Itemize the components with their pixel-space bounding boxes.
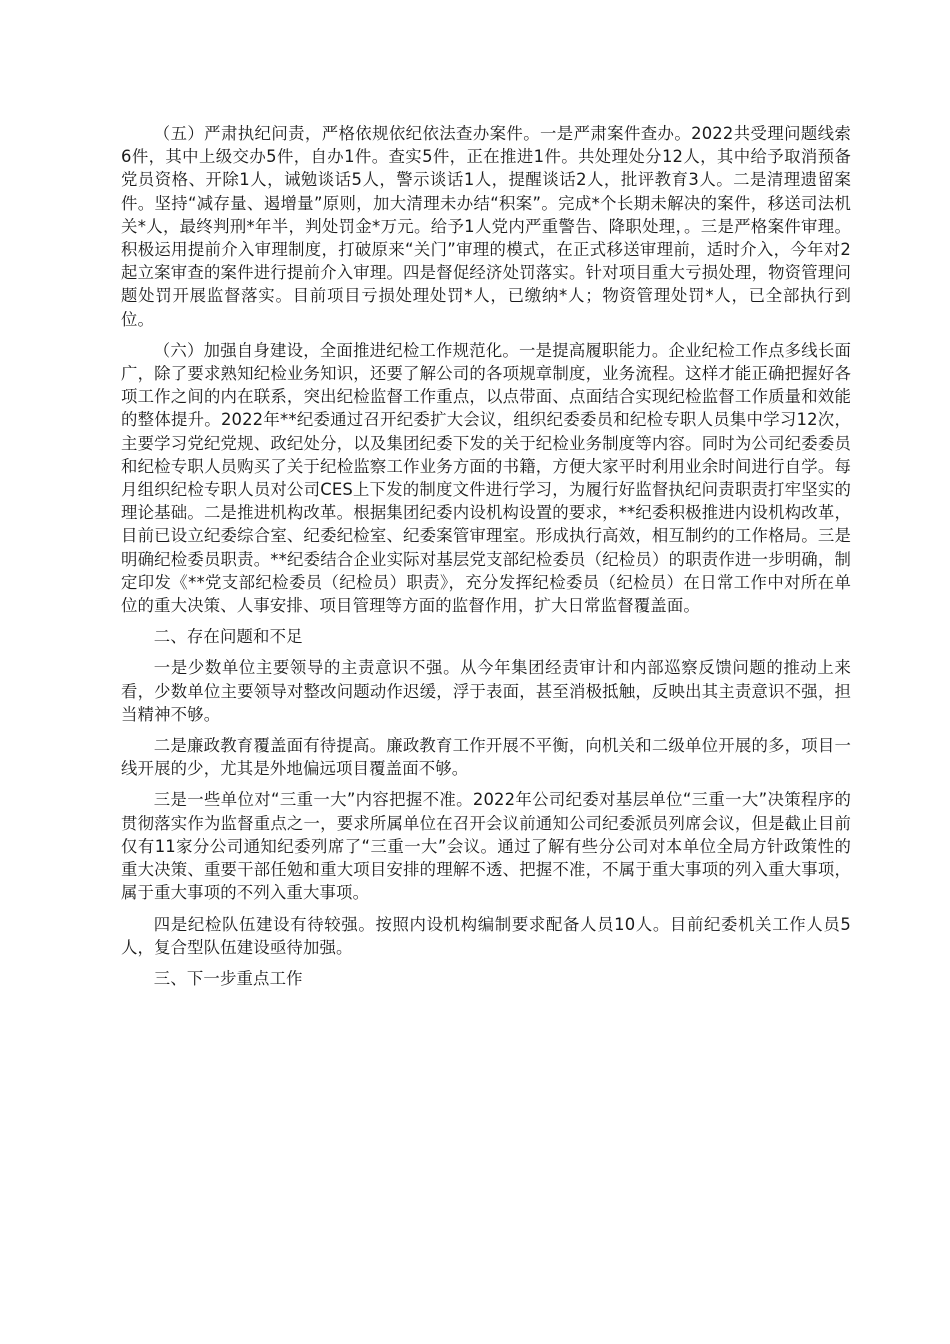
- paragraph-problem-four: 四是纪检队伍建设有待较强。按照内设机构编制要求配备人员10人。目前纪委机关工作人员5人，复合型队伍建设亟待加强。: [121, 914, 851, 957]
- paragraph-problem-two: 二是廉政教育覆盖面有待提高。廉政教育工作开展不平衡，向机关和二级单位开展的多，项目一线开展的少，尤其是外地偏远项目覆盖面不够。: [121, 736, 851, 779]
- paragraph-problem-three: 三是一些单位对“三重一大”内容把握不准。2022年公司纪委对基层单位“三重一大”决策程序的贯彻落实作为监督重点之一，要求所属单位在召开会议前通知公司纪委派员列席会议，但是截止目前仅有11家分公司通知纪委列席了“三重一大”会议。通过了解有些分公司对本单位全局方针政策性的重大决策、重要干部任勉和重大项目安排的理解不透、把握不准，不属于重大事项的列入重大事项，属于重大事项的不列入重大事项。: [121, 790, 851, 903]
- paragraph-discipline-enforcement: （五）严肃执纪问责，严格依规依纪依法查办案件。一是严肃案件查办。2022共受理问题线索6件，其中上级交办5件，自办1件。查实5件，正在推进1件。共处理处分12人，其中给予取消预备党员资格、开除1人，诫勉谈话5人，警示谈话1人，提醒谈话2人，批评教育3人。二是清理遗留案件。坚持“减存量、遏增量”原则，加大清理未办结“积案”。完成*个长期未解决的案件，移送司法机关*人，最终判刑*年半，判处罚金*万元。给予1人党内严重警告、降职处理，。三是严格案件审理。积极运用提前介入审理制度，打破原来“关门”审理的模式，在正式移送审理前，适时介入，今年对2起立案审查的案件进行提前介入审理。四是督促经济处罚落实。针对项目重大亏损处理，物资管理问题处罚开展监督落实。目前项目亏损处理处罚*人，已缴纳*人；物资管理处罚*人，已全部执行到位。: [121, 124, 851, 329]
- document-page: [121, 122, 851, 998]
- section-heading-problems: 二、存在问题和不足: [153, 627, 303, 647]
- paragraph-self-construction: （六）加强自身建设，全面推进纪检工作规范化。一是提高履职能力。企业纪检工作点多线长面广，除了要求熟知纪检业务知识，还要了解公司的各项规章制度，业务流程。这样才能正确把握好各项工作之间的内在联系，突出纪检监督工作重点，以点带面、点面结合实现纪检监督工作质量和效能的整体提升。2022年**纪委通过召开纪委扩大会议，组织纪委委员和纪检专职人员集中学习12次，主要学习党纪党规、政纪处分，以及集团纪委下发的关于纪检业务制度等内容。同时为公司纪委委员和纪检专职人员购买了关于纪检监察工作业务方面的书籍，方便大家平时利用业余时间进行自学。每月组织纪检专职人员对公司CES上下发的制度文件进行学习，为履行好监督执纪问责职责打牢坚实的理论基础。二是推进机构改革。根据集团纪委内设机构设置的要求，**纪委积极推进内设机构改革，目前已设立纪委综合室、纪委纪检室、纪委案管审理室。形成执行高效，相互制约的工作格局。三是明确纪检委员职责。**纪委结合企业实际对基层党支部纪检委员（纪检员）的职责作进一步明确，制定印发《**党支部纪检委员（纪检员）职责》，充分发挥纪检委员（纪检员）在日常工作中对所在单位的重大决策、人事安排、项目管理等方面的监督作用，扩大日常监督覆盖面。: [121, 340, 851, 616]
- paragraph-problem-one: 一是少数单位主要领导的主责意识不强。从今年集团经责审计和内部巡察反馈问题的推动上来看，少数单位主要领导对整改问题动作迟缓，浮于表面，甚至消极抵触，反映出其主责意识不强，担当精神不够。: [121, 658, 851, 724]
- section-heading-next-steps: 三、下一步重点工作: [153, 968, 303, 988]
